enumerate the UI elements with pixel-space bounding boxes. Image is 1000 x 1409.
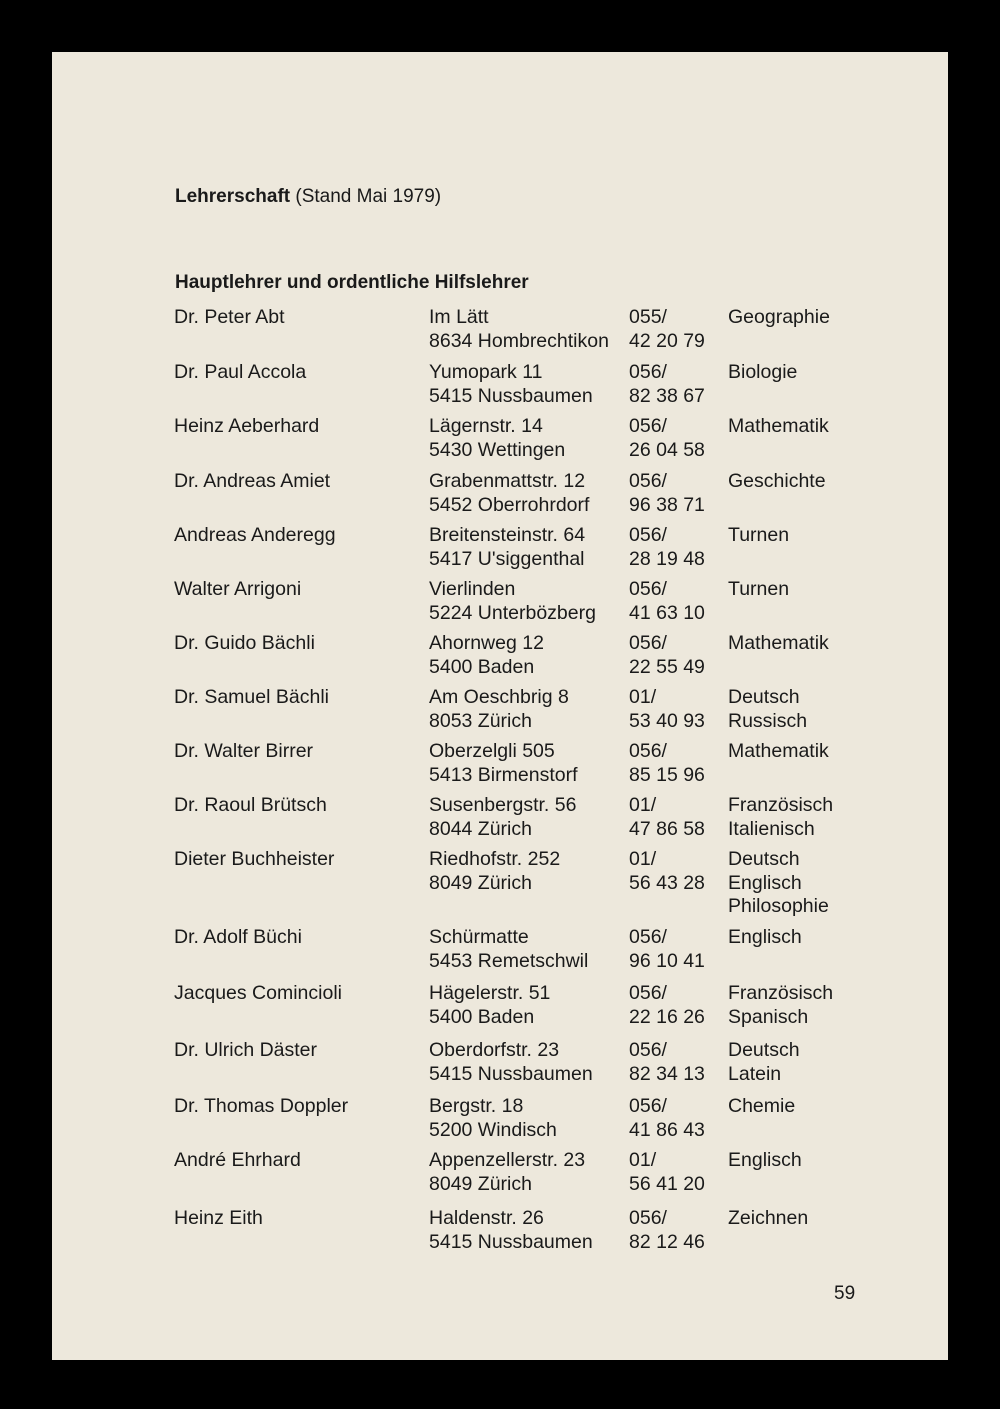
teacher-phone-number: 26 04 58: [629, 438, 705, 461]
teacher-address-col: [429, 415, 565, 462]
teacher-subject: Mathematik: [728, 740, 829, 762]
teacher-city: 8634 Hombrechtikon: [429, 329, 609, 352]
teacher-street: Oberdorfstr. 23: [429, 1039, 560, 1061]
teacher-phone-number: 53 40 93: [629, 709, 705, 732]
teacher-phone-number: 85 15 96: [629, 763, 705, 786]
teacher-street: Im Lätt: [429, 306, 489, 328]
teacher-phone-col: [629, 926, 705, 973]
teacher-address-col: [429, 1207, 593, 1254]
teacher-subject: Spanisch: [728, 1005, 809, 1028]
teacher-phone-col: [629, 470, 705, 517]
teacher-phone-prefix: 056/: [629, 1095, 667, 1117]
teacher-street: Yumopark 11: [429, 361, 543, 383]
teacher-name: Dr. Samuel Bächli: [174, 686, 329, 708]
teacher-name: Dieter Buchheister: [174, 848, 335, 870]
teacher-phone-col: [629, 578, 705, 625]
teacher-subjects-col: [728, 632, 829, 656]
teacher-address-col: [429, 578, 596, 625]
teacher-subject: Deutsch: [728, 686, 800, 708]
teacher-subject: Mathematik: [728, 632, 829, 654]
teacher-subjects-col: [728, 1149, 802, 1173]
teacher-name-col: [174, 926, 302, 950]
teacher-subject: Geschichte: [728, 470, 826, 492]
teacher-subjects-col: [728, 982, 833, 1029]
teacher-phone-prefix: 056/: [629, 470, 667, 492]
teacher-address-col: [429, 1149, 585, 1196]
teacher-street: Susenbergstr. 56: [429, 794, 577, 816]
teacher-name: Heinz Eith: [174, 1207, 263, 1229]
teacher-subjects-col: [728, 524, 789, 548]
teacher-name: Dr. Raoul Brütsch: [174, 794, 327, 816]
teacher-phone-number: 41 63 10: [629, 601, 705, 624]
teacher-phone-prefix: 056/: [629, 1039, 667, 1061]
teacher-street: Vierlinden: [429, 578, 516, 600]
teacher-city: 5430 Wettingen: [429, 438, 566, 461]
teacher-address-col: [429, 1095, 557, 1142]
teacher-phone-number: 41 86 43: [629, 1118, 705, 1141]
teacher-subject: Biologie: [728, 361, 798, 383]
teacher-phone-number: 56 43 28: [629, 871, 705, 894]
teacher-subjects-col: [728, 306, 830, 330]
teacher-address-col: [429, 524, 585, 571]
teacher-phone-prefix: 01/: [629, 848, 657, 870]
teacher-name-col: [174, 470, 330, 494]
teacher-city: 5415 Nussbaumen: [429, 1062, 593, 1085]
teacher-name: Dr. Peter Abt: [174, 306, 285, 328]
teacher-phone-col: [629, 1095, 705, 1142]
teacher-city: 8049 Zürich: [429, 871, 532, 894]
teacher-name: Jacques Comincioli: [174, 982, 342, 1004]
teacher-phone-number: 28 19 48: [629, 547, 705, 570]
teacher-phone-number: 47 86 58: [629, 817, 705, 840]
teacher-name-col: [174, 1207, 263, 1231]
teacher-address-col: [429, 306, 609, 353]
teacher-phone-prefix: 056/: [629, 361, 667, 383]
page-heading: [175, 186, 441, 208]
teacher-subjects-col: [728, 578, 789, 602]
teacher-name-col: [174, 1095, 348, 1119]
teacher-phone-prefix: 055/: [629, 306, 667, 328]
teacher-subject: Französisch: [728, 794, 834, 816]
teacher-name-col: [174, 415, 319, 439]
teacher-subjects-col: [728, 740, 829, 764]
heading-date: (Stand Mai 1979): [295, 186, 442, 207]
teacher-subjects-col: [728, 926, 802, 950]
teacher-name: Dr. Ulrich Däster: [174, 1039, 318, 1061]
teacher-name: Heinz Aeberhard: [174, 415, 320, 437]
teacher-subject: Turnen: [728, 578, 790, 600]
teacher-name: Walter Arrigoni: [174, 578, 302, 600]
teacher-subject: Turnen: [728, 524, 790, 546]
teacher-phone-col: [629, 1207, 705, 1254]
teacher-street: Breitensteinstr. 64: [429, 524, 586, 546]
teacher-subjects-col: [728, 1207, 808, 1231]
teacher-phone-col: [629, 524, 705, 571]
teacher-city: 5400 Baden: [429, 1005, 535, 1028]
teacher-name-col: [174, 848, 334, 872]
teacher-city: 5200 Windisch: [429, 1118, 557, 1141]
teacher-phone-prefix: 056/: [629, 578, 667, 600]
teacher-city: 5224 Unterbözberg: [429, 601, 596, 624]
teacher-city: 5453 Remetschwil: [429, 949, 589, 972]
teacher-address-col: [429, 632, 544, 679]
teacher-address-col: [429, 686, 569, 733]
teacher-city: 5415 Nussbaumen: [429, 1230, 593, 1253]
teacher-subject: Deutsch: [728, 1039, 800, 1061]
teacher-phone-prefix: 056/: [629, 982, 667, 1004]
teacher-name: Dr. Paul Accola: [174, 361, 307, 383]
teacher-subject: Russisch: [728, 709, 808, 732]
teacher-phone-prefix: 056/: [629, 1207, 667, 1229]
teacher-subjects-col: [728, 1039, 800, 1086]
teacher-subject: Italienisch: [728, 817, 815, 840]
teacher-subject: Englisch: [728, 926, 802, 948]
teacher-subjects-col: [728, 470, 826, 494]
teacher-street: Am Oeschbrig 8: [429, 686, 569, 708]
teacher-city: 8049 Zürich: [429, 1172, 532, 1195]
teacher-phone-number: 96 38 71: [629, 493, 705, 516]
teacher-phone-col: [629, 1149, 705, 1196]
teacher-name-col: [174, 1149, 301, 1173]
teacher-name: Dr. Walter Birrer: [174, 740, 314, 762]
teacher-phone-number: 22 55 49: [629, 655, 705, 678]
teacher-street: Oberzelgli 505: [429, 740, 555, 762]
teacher-phone-number: 56 41 20: [629, 1172, 705, 1195]
teacher-street: Appenzellerstr. 23: [429, 1149, 586, 1171]
teacher-subjects-col: [728, 848, 829, 919]
teacher-city: 5452 Oberrohrdorf: [429, 493, 590, 516]
teacher-phone-col: [629, 1039, 705, 1086]
teacher-phone-number: 22 16 26: [629, 1005, 705, 1028]
teacher-street: Schürmatte: [429, 926, 529, 948]
teacher-city: 5413 Birmenstorf: [429, 763, 578, 786]
teacher-subjects-col: [728, 361, 797, 385]
teacher-name: Dr. Guido Bächli: [174, 632, 315, 654]
teacher-address-col: [429, 1039, 593, 1086]
teacher-address-col: [429, 848, 560, 895]
teacher-name-col: [174, 578, 301, 602]
teacher-street: Grabenmattstr. 12: [429, 470, 586, 492]
teacher-name-col: [174, 740, 313, 764]
teacher-city: 8044 Zürich: [429, 817, 532, 840]
teacher-phone-number: 82 12 46: [629, 1230, 705, 1253]
teacher-phone-prefix: 056/: [629, 632, 667, 654]
teacher-address-col: [429, 361, 593, 408]
teacher-name: Andreas Anderegg: [174, 524, 336, 546]
teacher-subject: Mathematik: [728, 415, 829, 437]
teacher-subject: Englisch: [728, 871, 802, 894]
teacher-subject: Philosophie: [728, 895, 829, 917]
teacher-subjects-col: [728, 1095, 795, 1119]
teacher-street: Riedhofstr. 252: [429, 848, 561, 870]
teacher-subject: Deutsch: [728, 848, 800, 870]
teacher-street: Hägelerstr. 51: [429, 982, 551, 1004]
teacher-name-col: [174, 982, 342, 1006]
teacher-subjects-col: [728, 415, 829, 439]
teacher-phone-col: [629, 794, 705, 841]
teacher-name: Dr. Andreas Amiet: [174, 470, 331, 492]
teacher-city: 5400 Baden: [429, 655, 535, 678]
teacher-name-col: [174, 1039, 317, 1063]
teacher-street: Lägernstr. 14: [429, 415, 543, 437]
teacher-name: Dr. Adolf Büchi: [174, 926, 302, 948]
teacher-address-col: [429, 740, 578, 787]
teacher-street: Bergstr. 18: [429, 1095, 524, 1117]
teacher-phone-prefix: 01/: [629, 686, 657, 708]
teacher-phone-col: [629, 848, 705, 895]
teacher-address-col: [429, 794, 576, 841]
teacher-subject: Geographie: [728, 306, 830, 328]
teacher-subject: Latein: [728, 1062, 782, 1085]
teacher-phone-col: [629, 415, 705, 462]
teacher-phone-number: 82 34 13: [629, 1062, 705, 1085]
teacher-address-col: [429, 926, 588, 973]
teacher-phone-col: [629, 740, 705, 787]
teacher-subject: Französisch: [728, 982, 834, 1004]
teacher-address-col: [429, 982, 550, 1029]
teacher-name-col: [174, 306, 285, 330]
teacher-phone-prefix: 056/: [629, 415, 667, 437]
teacher-name-col: [174, 686, 329, 710]
teacher-street: Haldenstr. 26: [429, 1207, 544, 1229]
teacher-subjects-col: [728, 686, 807, 733]
teacher-city: 5417 U'siggenthal: [429, 547, 585, 570]
teacher-subject: Zeichnen: [728, 1207, 809, 1229]
heading-bold: Lehrerschaft: [175, 186, 291, 207]
teacher-phone-prefix: 056/: [629, 926, 667, 948]
teacher-phone-col: [629, 361, 705, 408]
teacher-phone-prefix: 01/: [629, 794, 657, 816]
teacher-name-col: [174, 361, 306, 385]
teacher-name-col: [174, 794, 327, 818]
book-page: [52, 52, 948, 1360]
teacher-phone-number: 82 38 67: [629, 384, 705, 407]
teacher-subject: Chemie: [728, 1095, 796, 1117]
teacher-subject: Englisch: [728, 1149, 802, 1171]
teacher-name-col: [174, 632, 315, 656]
teacher-phone-number: 42 20 79: [629, 329, 705, 352]
section-heading: Hauptlehrer und ordentliche Hilfslehrer: [175, 272, 529, 293]
teacher-city: 8053 Zürich: [429, 709, 532, 732]
teacher-phone-col: [629, 982, 705, 1029]
teacher-city: 5415 Nussbaumen: [429, 384, 593, 407]
page-number: 59: [834, 1283, 856, 1304]
teacher-address-col: [429, 470, 589, 517]
teacher-name-col: [174, 524, 336, 548]
teacher-phone-number: 96 10 41: [629, 949, 705, 972]
teacher-phone-col: [629, 306, 705, 353]
teacher-subjects-col: [728, 794, 833, 841]
teacher-name: Dr. Thomas Doppler: [174, 1095, 349, 1117]
teacher-phone-prefix: 01/: [629, 1149, 657, 1171]
teacher-phone-prefix: 056/: [629, 740, 667, 762]
teacher-phone-col: [629, 686, 705, 733]
teacher-phone-col: [629, 632, 705, 679]
teacher-name: André Ehrhard: [174, 1149, 301, 1171]
teacher-street: Ahornweg 12: [429, 632, 544, 654]
teacher-phone-prefix: 056/: [629, 524, 667, 546]
